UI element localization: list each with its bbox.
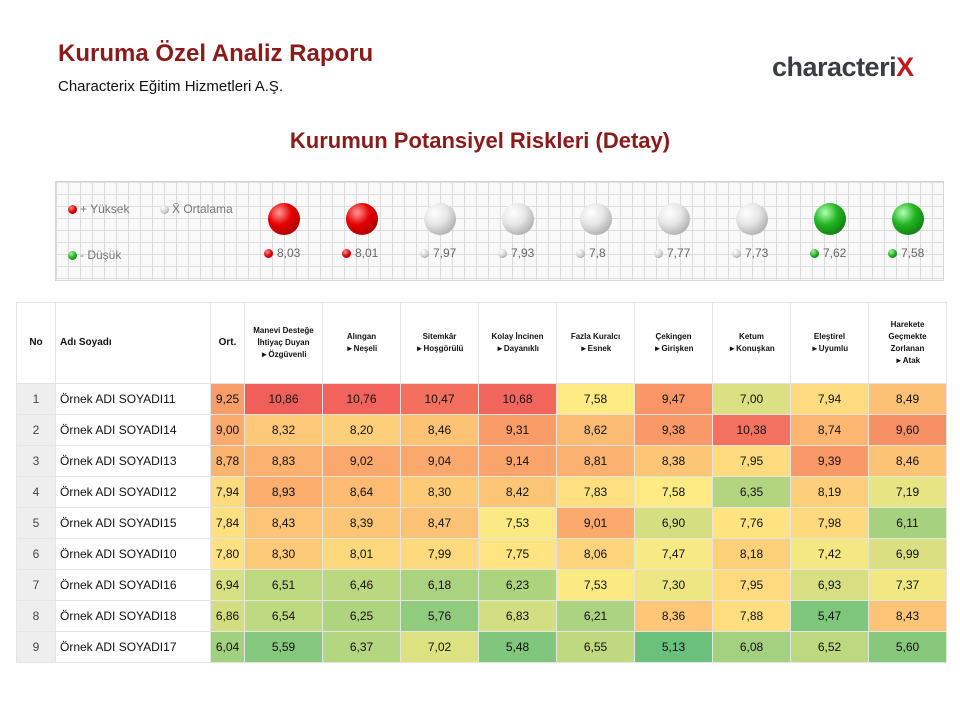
trait-average-value: [576, 246, 606, 260]
score-cell: 8,20: [323, 415, 401, 446]
score-cell: 7,83: [557, 477, 635, 508]
score-cell: 5,76: [401, 601, 479, 632]
person-name: Örnek ADI SOYADI12: [56, 477, 211, 508]
row-number: 2: [17, 415, 56, 446]
score-cell: 7,58: [635, 477, 713, 508]
level-dot-icon: [810, 249, 819, 258]
score-cell: 9,31: [479, 415, 557, 446]
trait-average-value: [810, 246, 846, 260]
row-number: 5: [17, 508, 56, 539]
header-trait-line: Eleştirel: [813, 332, 846, 341]
score-cell: 8,18: [713, 539, 791, 570]
row-number: 7: [17, 570, 56, 601]
score-cell: 7,42: [791, 539, 869, 570]
header-trait-line: İhtiyaç Duyan: [257, 338, 310, 347]
score-cell: 9,04: [401, 446, 479, 477]
header-trait-8: [791, 303, 869, 384]
header-trait-line: ►Hoşgörülü: [415, 344, 464, 353]
trait-average-text: 7,8: [589, 246, 606, 260]
white-ball-icon: [658, 203, 690, 235]
score-cell: 5,59: [245, 632, 323, 663]
score-cell: 10,68: [479, 384, 557, 415]
row-number: 1: [17, 384, 56, 415]
person-name: Örnek ADI SOYADI13: [56, 446, 211, 477]
trait-average-value: [732, 246, 768, 260]
row-number: 8: [17, 601, 56, 632]
header-trait-line: ►Girişken: [653, 344, 694, 353]
header-trait-line: Ketum: [739, 332, 764, 341]
score-cell: 6,08: [713, 632, 791, 663]
person-name: Örnek ADI SOYADI11: [56, 384, 211, 415]
score-cell: 7,95: [713, 570, 791, 601]
table-row: [17, 384, 947, 415]
score-cell: 7,88: [713, 601, 791, 632]
score-cell: 6,11: [869, 508, 947, 539]
table-row: [17, 415, 947, 446]
score-cell: 6,21: [557, 601, 635, 632]
score-cell: 8,30: [245, 539, 323, 570]
red-ball-icon: [346, 203, 378, 235]
header-trait-line: ►Konuşkan: [728, 344, 775, 353]
score-cell: 7,00: [713, 384, 791, 415]
row-average: 9,00: [211, 415, 245, 446]
trait-average-text: 7,62: [823, 246, 847, 260]
score-cell: 10,76: [323, 384, 401, 415]
trait-average-text: 7,73: [745, 246, 769, 260]
score-cell: 5,47: [791, 601, 869, 632]
score-cell: 6,51: [245, 570, 323, 601]
header-trait-line: ►Özgüvenli: [260, 350, 307, 359]
legend-average: [160, 202, 233, 216]
header-trait-4: [479, 303, 557, 384]
score-cell: 8,47: [401, 508, 479, 539]
person-name: Örnek ADI SOYADI15: [56, 508, 211, 539]
white-ball-icon: [502, 203, 534, 235]
section-title: Kurumun Potansiyel Riskleri (Detay): [289, 128, 671, 153]
score-cell: 8,43: [869, 601, 947, 632]
trait-average-text: 7,93: [511, 246, 535, 260]
score-cell: 8,49: [869, 384, 947, 415]
score-cell: 8,19: [791, 477, 869, 508]
row-number: 3: [17, 446, 56, 477]
green-dot-icon: [68, 251, 77, 260]
score-cell: 9,47: [635, 384, 713, 415]
score-cell: 8,46: [869, 446, 947, 477]
trait-average-text: 8,01: [355, 246, 379, 260]
table-row: [17, 601, 947, 632]
score-cell: 8,38: [635, 446, 713, 477]
score-cell: 6,54: [245, 601, 323, 632]
legend-average-label: X̄ Ortalama: [172, 202, 233, 216]
trait-average-text: 7,97: [433, 246, 457, 260]
score-cell: 8,43: [245, 508, 323, 539]
table-row: [17, 632, 947, 663]
score-cell: 8,30: [401, 477, 479, 508]
logo-text: characteri: [772, 52, 897, 82]
white-ball-icon: [424, 203, 456, 235]
level-dot-icon: [342, 249, 351, 258]
row-number: 6: [17, 539, 56, 570]
trait-average-value: [888, 246, 924, 260]
red-ball-icon: [268, 203, 300, 235]
score-cell: 6,46: [323, 570, 401, 601]
score-cell: 7,53: [557, 570, 635, 601]
level-dot-icon: [654, 249, 663, 258]
header-trait-line: Alıngan: [346, 332, 377, 341]
header-trait-line: ►Uyumlu: [810, 344, 849, 353]
table-row: [17, 446, 947, 477]
header-trait-1: [245, 303, 323, 384]
score-cell: 5,13: [635, 632, 713, 663]
header-trait-line: Zorlanan: [890, 344, 925, 353]
header-trait-line: ►Dayanıklı: [495, 344, 540, 353]
row-average: 7,80: [211, 539, 245, 570]
row-average: 7,84: [211, 508, 245, 539]
score-cell: 8,83: [245, 446, 323, 477]
row-average: 6,86: [211, 601, 245, 632]
legend-high-label: + Yüksek: [80, 202, 130, 216]
risk-detail-table: [16, 302, 947, 663]
score-cell: 6,93: [791, 570, 869, 601]
score-cell: 7,76: [713, 508, 791, 539]
header-no: No: [17, 303, 56, 384]
green-ball-icon: [892, 203, 924, 235]
white-ball-icon: [580, 203, 612, 235]
header-trait-line: Geçmekte: [888, 332, 927, 341]
score-cell: 6,37: [323, 632, 401, 663]
level-dot-icon: [498, 249, 507, 258]
score-cell: 5,48: [479, 632, 557, 663]
person-name: Örnek ADI SOYADI14: [56, 415, 211, 446]
score-cell: 7,53: [479, 508, 557, 539]
header-trait-line: ►Atak: [894, 356, 921, 365]
score-cell: 7,99: [401, 539, 479, 570]
header-trait-line: Fazla Kuralcı: [570, 332, 621, 341]
score-cell: 8,74: [791, 415, 869, 446]
header-average: Ort.: [211, 303, 245, 384]
score-cell: 7,94: [791, 384, 869, 415]
trait-average-text: 7,58: [901, 246, 925, 260]
report-title: Kuruma Özel Analiz Raporu: [58, 40, 374, 67]
row-average: 8,78: [211, 446, 245, 477]
score-cell: 8,06: [557, 539, 635, 570]
score-cell: 6,35: [713, 477, 791, 508]
trait-average-value: [264, 246, 300, 260]
trait-average-value: [654, 246, 690, 260]
level-dot-icon: [732, 249, 741, 258]
green-ball-icon: [814, 203, 846, 235]
header-trait-line: ►Neşeli: [345, 344, 378, 353]
score-cell: 9,60: [869, 415, 947, 446]
score-cell: 6,25: [323, 601, 401, 632]
score-cell: 10,47: [401, 384, 479, 415]
logo-x-mark: X: [896, 52, 914, 82]
score-cell: 7,02: [401, 632, 479, 663]
score-cell: 8,81: [557, 446, 635, 477]
table-row: [17, 508, 947, 539]
row-average: 9,25: [211, 384, 245, 415]
header-trait-9: [869, 303, 947, 384]
header-trait-line: Manevi Desteğe: [253, 326, 314, 335]
header-trait-6: [635, 303, 713, 384]
score-cell: 9,39: [791, 446, 869, 477]
level-dot-icon: [264, 249, 273, 258]
white-ball-icon: [736, 203, 768, 235]
trait-average-value: [498, 246, 534, 260]
red-dot-icon: [68, 205, 77, 214]
legend-low: [68, 248, 121, 262]
level-dot-icon: [420, 249, 429, 258]
row-average: 7,94: [211, 477, 245, 508]
table-row: [17, 539, 947, 570]
person-name: Örnek ADI SOYADI16: [56, 570, 211, 601]
header-name: Adı Soyadı: [56, 303, 211, 384]
header-trait-line: Çekingen: [655, 332, 692, 341]
score-cell: 7,19: [869, 477, 947, 508]
score-cell: 7,75: [479, 539, 557, 570]
score-cell: 7,98: [791, 508, 869, 539]
score-cell: 8,93: [245, 477, 323, 508]
score-cell: 8,32: [245, 415, 323, 446]
trait-average-text: 8,03: [277, 246, 301, 260]
score-cell: 6,23: [479, 570, 557, 601]
person-name: Örnek ADI SOYADI10: [56, 539, 211, 570]
score-cell: 7,30: [635, 570, 713, 601]
score-cell: 6,99: [869, 539, 947, 570]
header-trait-2: [323, 303, 401, 384]
score-cell: 6,90: [635, 508, 713, 539]
table-row: [17, 570, 947, 601]
score-cell: 7,47: [635, 539, 713, 570]
trait-average-text: 7,77: [667, 246, 691, 260]
header-trait-line: Harekete: [890, 320, 925, 329]
score-cell: 8,36: [635, 601, 713, 632]
score-cell: 9,01: [557, 508, 635, 539]
score-cell: 10,86: [245, 384, 323, 415]
row-number: 4: [17, 477, 56, 508]
white-dot-icon: [160, 205, 169, 214]
row-average: 6,04: [211, 632, 245, 663]
legend-high: [68, 202, 129, 216]
score-cell: 9,14: [479, 446, 557, 477]
trait-average-value: [420, 246, 456, 260]
header-trait-3: [401, 303, 479, 384]
header-trait-line: ►Esnek: [579, 344, 612, 353]
score-cell: 9,38: [635, 415, 713, 446]
score-cell: 7,58: [557, 384, 635, 415]
legend-low-label: - Düşük: [80, 248, 122, 262]
header-trait-line: Sitemkâr: [422, 332, 457, 341]
trait-average-value: [342, 246, 378, 260]
header-trait-7: [713, 303, 791, 384]
score-cell: 8,46: [401, 415, 479, 446]
level-dot-icon: [576, 249, 585, 258]
characterix-logo: [772, 52, 914, 83]
score-cell: 6,55: [557, 632, 635, 663]
score-cell: 8,64: [323, 477, 401, 508]
score-cell: 5,60: [869, 632, 947, 663]
company-name: Characterix Eğitim Hizmetleri A.Ş.: [58, 78, 284, 95]
risk-averages-panel: [55, 181, 944, 281]
row-number: 9: [17, 632, 56, 663]
score-cell: 6,52: [791, 632, 869, 663]
level-dot-icon: [888, 249, 897, 258]
score-cell: 8,42: [479, 477, 557, 508]
score-cell: 8,01: [323, 539, 401, 570]
table-row: [17, 477, 947, 508]
row-average: 6,94: [211, 570, 245, 601]
person-name: Örnek ADI SOYADI17: [56, 632, 211, 663]
header-trait-line: Kolay İncinen: [491, 332, 544, 341]
score-cell: 6,18: [401, 570, 479, 601]
score-cell: 10,38: [713, 415, 791, 446]
score-cell: 8,62: [557, 415, 635, 446]
score-cell: 9,02: [323, 446, 401, 477]
score-cell: 7,37: [869, 570, 947, 601]
person-name: Örnek ADI SOYADI18: [56, 601, 211, 632]
table-header-row: [17, 303, 947, 384]
score-cell: 7,95: [713, 446, 791, 477]
score-cell: 6,83: [479, 601, 557, 632]
header-trait-5: [557, 303, 635, 384]
score-cell: 8,39: [323, 508, 401, 539]
